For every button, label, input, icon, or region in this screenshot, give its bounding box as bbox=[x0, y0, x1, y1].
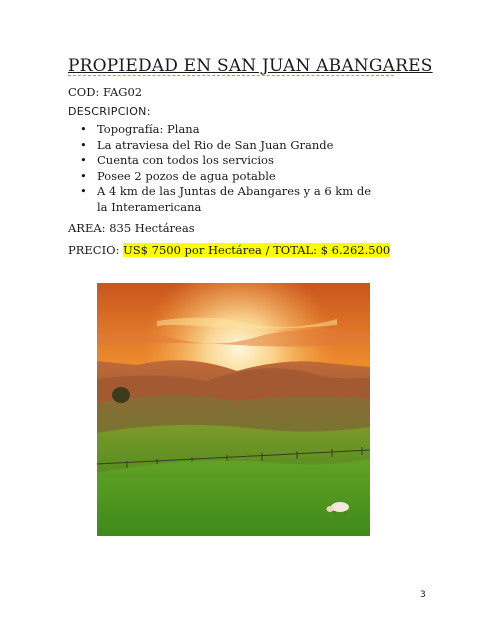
title-underline-rule bbox=[68, 75, 394, 76]
feature-list bbox=[80, 122, 380, 216]
page-number: 3 bbox=[420, 590, 426, 600]
feature-item: • A 4 km de las Juntas de Abangares y a 6 km de la Interamericana bbox=[80, 184, 380, 215]
feature-item: • Cuenta con todos los servicios bbox=[80, 153, 380, 169]
feature-item: • Topografía: Plana bbox=[80, 122, 380, 138]
feature-item: • Posee 2 pozos de agua potable bbox=[80, 169, 380, 185]
sunset-pasture-photo bbox=[97, 283, 370, 536]
price-label: PRECIO: bbox=[68, 243, 124, 257]
description-label: DESCRIPCION: bbox=[68, 105, 151, 118]
price-value-highlighted: US$ 7500 por Hectárea / TOTAL: $ 6.262.500 bbox=[123, 243, 391, 257]
feature-item: • La atraviesa del Rio de San Juan Grande bbox=[80, 138, 380, 154]
property-price bbox=[68, 243, 390, 257]
property-area: AREA: 835 Hectáreas bbox=[68, 221, 195, 235]
page-title: PROPIEDAD EN SAN JUAN ABANGARES bbox=[68, 56, 433, 76]
property-code: COD: FAG02 bbox=[68, 85, 143, 99]
